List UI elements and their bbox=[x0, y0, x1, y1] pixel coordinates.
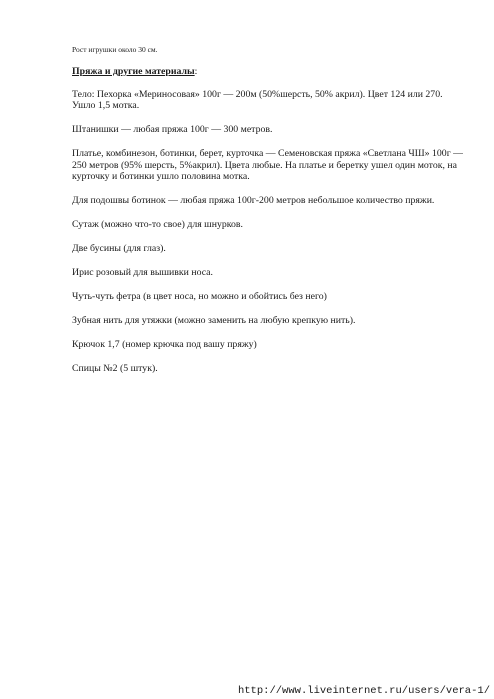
paragraph-clothes-yarn: Платье, комбинезон, ботинки, берет, курточка — Семеновская пряжа «Светлана ЧШ» 100г — 250 метров (95% шерсть, 5%акрил). Цвета любые. На платье и беретку ушел один моток, на курточку и ботинки ушло половина мотка. bbox=[72, 148, 463, 183]
paragraph-iris-thread: Ирис розовый для вышивки носа. bbox=[72, 267, 213, 279]
paragraph-felt: Чуть-чуть фетра (в цвет носа, но можно и обойтись без него) bbox=[72, 291, 327, 303]
paragraph-crochet-hook: Крючок 1,7 (номер крючка под вашу пряжу) bbox=[72, 339, 257, 351]
toy-height-note: Рост игрушки около 30 см. bbox=[72, 45, 158, 54]
paragraph-beads: Две бусины (для глаз). bbox=[72, 243, 166, 255]
paragraph-pants-yarn: Штанишки — любая пряжа 100г — 300 метров. bbox=[72, 124, 273, 136]
paragraph-dental-floss: Зубная нить для утяжки (можно заменить на любую крепкую нить). bbox=[72, 315, 356, 327]
watermark-url: http://www.liveinternet.ru/users/vera-1/ bbox=[237, 685, 490, 697]
materials-heading bbox=[72, 66, 464, 78]
paragraph-body-yarn: Тело: Пехорка «Мериносовая» 100г — 200м (50%шерсть, 50% акрил). Цвет 124 или 270. Ушло 1,5 мотка. bbox=[72, 88, 443, 112]
materials-heading-colon: : bbox=[194, 66, 198, 77]
materials-heading-text: Пряжа и другие материалы bbox=[72, 66, 195, 77]
paragraph-soles-yarn: Для подошвы ботинок — любая пряжа 100г-200 метров небольшое количество пряжи. bbox=[72, 195, 435, 207]
materials-section bbox=[72, 66, 464, 387]
paragraph-soutache: Сутаж (можно что-то свое) для шнурков. bbox=[72, 219, 244, 231]
paragraph-knitting-needles: Спицы №2 (5 штук). bbox=[72, 363, 158, 375]
